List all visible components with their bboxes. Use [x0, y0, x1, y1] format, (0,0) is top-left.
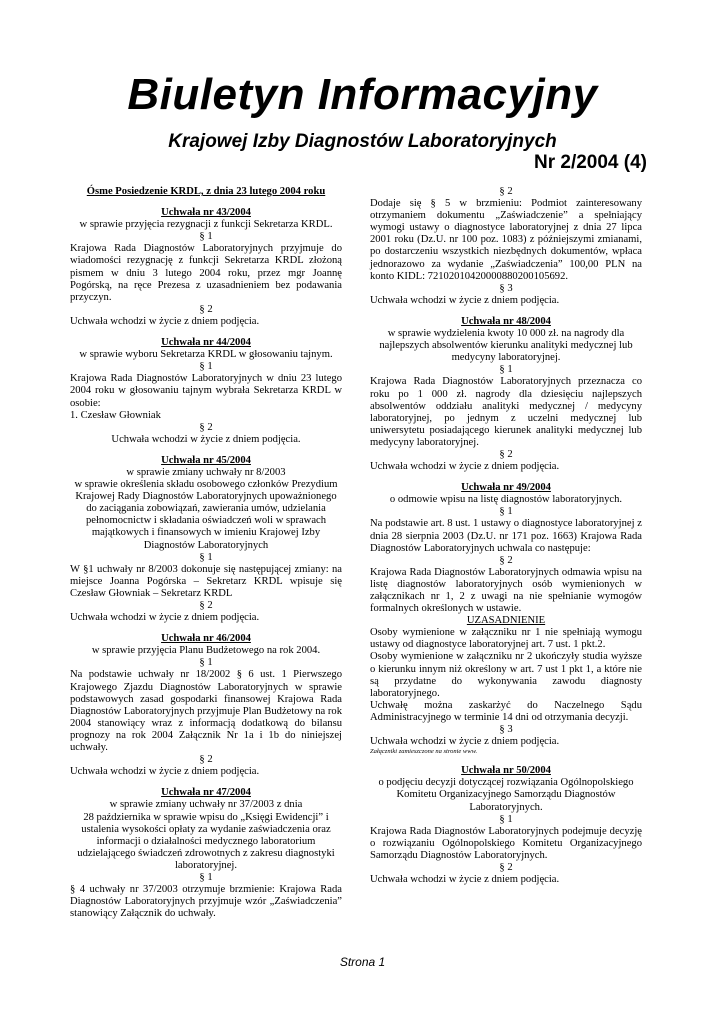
paragraph-sign: § 1	[199, 231, 213, 243]
paragraph-sign: § 1	[199, 361, 213, 373]
paragraph-sign: § 2	[499, 554, 513, 566]
resolution-50-text-2: Uchwała wchodzi w życie z dniem podjęcia.	[370, 874, 560, 886]
resolution-43-title: Uchwała nr 43/2004	[161, 207, 251, 219]
resolution-49-text-5: Uchwałę można zaskarżyć do Naczelnego Sądu Administracyjnego w terminie 14 dni od otrzymania decyzji.	[370, 699, 642, 723]
resolution-48-subject: w sprawie wydzielenia kwoty 10 000 zł. na nagrody dla najlepszych absolwentów kierunku analityki medycznej lub medycyny laboratoryjnej.	[379, 328, 633, 364]
resolution-49-text-3: Osoby wymienione w załączniku nr 1 nie spełniają wymogu ustawy od diagnostyce laboratoryjnej art. 7 ust. 1 pkt.2.	[370, 627, 642, 651]
resolution-46-title: Uchwała nr 46/2004	[161, 633, 251, 645]
resolution-50-title: Uchwała nr 50/2004	[461, 765, 551, 777]
attachments-note: Załączniki zamieszczone na stronie www.	[370, 748, 478, 756]
resolution-49-text-2: Krajowa Rada Diagnostów Laboratoryjnych odmawia wpisu na listę diagnostów laboratoryjnych osób wymienionych w załącznikach nr 1, 2 z uwagi na nie spełnianie wymogów formalnych określonych w ustawie.	[370, 566, 642, 615]
resolution-49-text-4: Osoby wymienione w załączniku nr 2 ukończyły studia wyższe o kierunku innym niż określony w art. 7 ust 1 pkt 1, a które nie są przydatne do wykonywania zawodu diagnosty laboratoryjnego.	[370, 651, 642, 699]
paragraph-sign: § 1	[499, 813, 513, 825]
left-column	[70, 186, 342, 920]
resolution-43-subject: w sprawie przyjęcia rezygnacji z funkcji Sekretarza KRDL.	[79, 219, 333, 231]
resolution-48-title: Uchwała nr 48/2004	[461, 315, 551, 327]
resolution-45-title: Uchwała nr 45/2004	[161, 454, 251, 466]
resolution-44-subject: w sprawie wyboru Sekretarza KRDL w głosowaniu tajnym.	[79, 349, 333, 361]
resolution-49-text-6: Uchwała wchodzi w życie z dniem podjęcia.	[370, 736, 560, 748]
page-number: Strona 1	[339, 955, 386, 969]
resolution-50-subject: o podjęciu decyzji dotyczącej rozwiązania Ogólnopolskiego Komitetu Organizacyjnego Samorządu Diagnostów Laboratoryjnych.	[378, 777, 634, 813]
paragraph-sign: § 1	[199, 551, 213, 563]
resolution-47-title: Uchwała nr 47/2004	[161, 787, 251, 799]
resolution-44-person: 1. Czesław Głowniak	[70, 409, 161, 421]
resolution-50-text-1: Krajowa Rada Diagnostów Laboratoryjnych podejmuje decyzję o rozwiązaniu Ogólnopolskiego Komitetu Organizacyjnego Samorządu Diagnostów Laboratoryjnych.	[370, 825, 642, 861]
resolution-47-subject-1: w sprawie zmiany uchwały nr 37/2003 z dnia	[109, 799, 303, 811]
resolution-48-text-2: Uchwała wchodzi w życie z dniem podjęcia.	[370, 461, 560, 473]
resolution-46-text-2: Uchwała wchodzi w życie z dniem podjęcia.	[70, 766, 260, 778]
bulletin-title: Biuletyn Informacyjny	[127, 70, 598, 119]
meeting-heading: Ósme Posiedzenie KRDL, z dnia 23 lutego 2004 roku	[86, 186, 326, 197]
justification-heading: UZASADNIENIE	[466, 615, 546, 627]
resolution-43-text-2: Uchwała wchodzi w życie z dniem podjęcia.	[70, 315, 260, 327]
paragraph-sign: § 2	[199, 600, 213, 611]
paragraph-sign: § 2	[199, 303, 213, 315]
resolution-44-text-1: Krajowa Rada Diagnostów Laboratoryjnych w dniu 23 lutego 2004 roku w głosowaniu tajnym wybrała Sekretarza KRDL w osobie:	[70, 373, 342, 409]
resolution-45-subject-1: w sprawie zmiany uchwały nr 8/2003	[126, 466, 286, 478]
bulletin-subtitle: Krajowej Izby Diagnostów Laboratoryjnych	[168, 131, 557, 152]
resolution-47-text-1: § 4 uchwały nr 37/2003 otrzymuje brzmienie: Krajowa Rada Diagnostów Laboratoryjnych przyjmuje wzór „Zaświadczenia” stanowiący Załącznik do uchwały.	[70, 884, 342, 920]
right-column	[370, 186, 642, 886]
paragraph-sign: § 2	[199, 421, 213, 433]
paragraph-sign: § 1	[499, 506, 513, 518]
resolution-47-text-3: Uchwała wchodzi w życie z dniem podjęcia.	[370, 294, 560, 306]
resolution-45-text-2: Uchwała wchodzi w życie z dniem podjęcia.	[70, 612, 260, 624]
paragraph-sign: § 3	[499, 724, 513, 736]
issue-number: Nr 2/2004 (4)	[533, 152, 647, 173]
resolution-46-text-1: Na podstawie uchwały nr 18/2002 § 6 ust. 1 Pierwszego Krajowego Zjazdu Diagnostów Laboratoryjnych w sprawie podstawowych zasad gospodarki finansowej Krajowa Rada Diagnostów Laboratoryjnych przyjmuje Plan Budżetowy na rok 2004 stanowiący wraz z informacją dodatkową do bilansu prognozy na rok 2004 Załącznik Nr 1a i 1b do niniejszej uchwały.	[70, 669, 342, 754]
paragraph-sign: § 1	[199, 871, 213, 883]
paragraph-sign: § 3	[499, 282, 513, 294]
resolution-44-title: Uchwała nr 44/2004	[161, 337, 251, 349]
resolution-45-text-1: W §1 uchwały nr 8/2003 dokonuje się następującej zmiany: na miejsce Joanna Pogórska – Sekretarz KRDL wpisuje się Czesław Głowniak – Sekretarz KRDL	[70, 563, 342, 599]
paragraph-sign: § 2	[499, 186, 513, 197]
resolution-43-text-1: Krajowa Rada Diagnostów Laboratoryjnych przyjmuje do wiadomości rezygnację z funkcji Sekretarza KRDL złożoną pismem w dniu 3 lutego 2004 roku, przez mgr Joannę Pogórską, na ręce Prezesa z uzasadnieniem bez podawania przyczyn.	[70, 243, 342, 303]
paragraph-sign: § 2	[499, 861, 513, 873]
resolution-48-text-1: Krajowa Rada Diagnostów Laboratoryjnych przeznacza co roku po 1 000 zł. nagrody dla dziesięciu najlepszych absolwentów oddziału analityki medycznej / medycyny laboratoryjnej, po jednym z uczelni medycznej lub uniwersytetu posiadającego kierunek analityki medycznej lub medycyny laboratoryjnej.	[370, 376, 642, 448]
paragraph-sign: § 1	[499, 364, 513, 376]
resolution-44-text-2: Uchwała wchodzi w życie z dniem podjęcia.	[111, 433, 301, 445]
resolution-49-text-1: Na podstawie art. 8 ust. 1 ustawy o diagnostyce laboratoryjnej z dnia 28 sierpnia 2003 (Dz.U. nr 171 poz. 1663) Krajowa Rada Diagnostów Laboratoryjnych uchwala co następuje:	[370, 518, 642, 554]
resolution-49-subject: o odmowie wpisu na listę diagnostów laboratoryjnych.	[389, 494, 623, 506]
resolution-49-title: Uchwała nr 49/2004	[461, 482, 551, 494]
resolution-45-subject-2: w sprawie określenia składu osobowego członków Prezydium Krajowej Rady Diagnostów Laboratoryjnych upoważnionego do zaciągania zobowiązań, zawierania umów, udzielania pełnomocnictw i składania oświadczeń woli w sprawach majątkowych i finansowych w imieniu Krajowej Izby Diagnostów Laboratoryjnych	[74, 479, 338, 551]
resolution-47-subject-2: 28 października w sprawie wpisu do „Księgi Ewidencji” i ustalenia wysokości opłaty za wydanie zaświadczenia oraz informacji o działalności medycznego laboratorium udzielającego świadczeń zdrowotnych z zakresu diagnostyki laboratoryjnej.	[77, 811, 335, 871]
paragraph-sign: § 2	[199, 754, 213, 766]
paragraph-sign: § 1	[199, 657, 213, 669]
resolution-47-text-2: Dodaje się § 5 w brzmieniu: Podmiot zainteresowany otrzymaniem dokumentu „Zaświadczenie” a spełniający wymogi ustawy o diagnostyce laboratoryjnej z dnia 27 lipca 2001 roku (Dz.U. nr 100 poz. 1083) z późniejszymi zmianami, po dostarczeniu wszystkich niezbędnych dokumentów, wpłaca jednorazowo za wydanie „Zaświadczenia” 100,00 PLN na konto KIDL: 72102010420000880200105692.	[370, 198, 642, 282]
paragraph-sign: § 2	[499, 448, 513, 460]
resolution-46-subject: w sprawie przyjęcia Planu Budżetowego na rok 2004.	[91, 645, 321, 657]
